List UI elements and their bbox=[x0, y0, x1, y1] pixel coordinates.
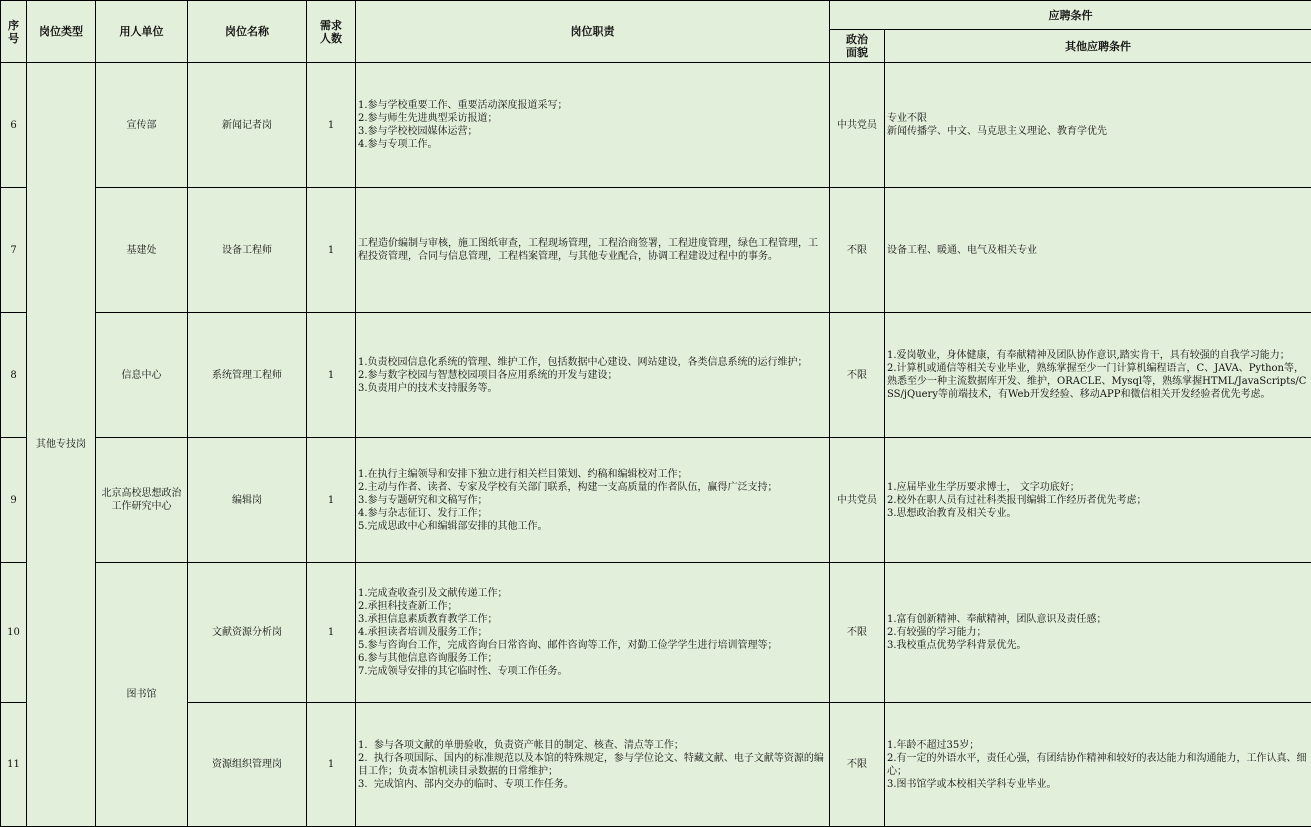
table-row bbox=[1, 63, 1311, 188]
row-seq: 11 bbox=[1, 703, 27, 827]
row-position: 资源组织管理岗 bbox=[188, 703, 307, 827]
header-position: 岗位名称 bbox=[188, 1, 307, 63]
row-other: 1.爱岗敬业，身体健康，有奉献精神及团队协作意识,踏实肯干，具有较强的自我学习能力； 2.计算机或通信等相关专业毕业，熟练掌握至少一门计算机编程语言，C、JAVA、Python等，熟悉至少一种主流数据库开发、维护，ORACLE、Mysql等，熟练掌握HTML/JavaScripts/CSS/jQuery等前端技术，有Web开发经验、移动APP和微信相关开发经验者优先考虑。 bbox=[885, 313, 1311, 438]
row-unit: 北京高校思想政治工作研究中心 bbox=[96, 438, 188, 563]
row-unit: 信息中心 bbox=[96, 313, 188, 438]
header-count: 需求人数 bbox=[307, 1, 356, 63]
row-position: 编辑岗 bbox=[188, 438, 307, 563]
table-row bbox=[1, 703, 1311, 827]
row-other: 专业不限 新闻传播学、中文、马克思主义理论、教育学优先 bbox=[885, 63, 1311, 188]
row-unit: 基建处 bbox=[96, 188, 188, 313]
row-political: 中共党员 bbox=[830, 63, 885, 188]
row-duties: 1.负责校园信息化系统的管理、维护工作，包括数据中心建设、网站建设，各类信息系统的运行维护； 2.参与数字校园与智慧校园项目各应用系统的开发与建设； 3.负责用户的技术支持服务等。 bbox=[356, 313, 830, 438]
row-political: 不限 bbox=[830, 188, 885, 313]
row-seq: 7 bbox=[1, 188, 27, 313]
row-seq: 10 bbox=[1, 563, 27, 703]
table-row bbox=[1, 438, 1311, 563]
row-duties: 1.完成查收查引及文献传递工作； 2.承担科技查新工作； 3.承担信息素质教育教学工作； 4.承担读者培训及服务工作； 5.参与咨询台工作，完成咨询台日常咨询、邮件咨询等工作，对勤工俭学学生进行培训管理等； 6.参与其他信息咨询服务工作； 7.完成领导安排的其它临时性、专项工作任务。 bbox=[356, 563, 830, 703]
row-position: 系统管理工程师 bbox=[188, 313, 307, 438]
row-count: 1 bbox=[307, 438, 356, 563]
row-political: 中共党员 bbox=[830, 438, 885, 563]
row-seq: 8 bbox=[1, 313, 27, 438]
row-other: 1.应届毕业生学历要求博士， 文字功底好； 2.校外在职人员有过社科类报刊编辑工作经历者优先考虑； 3.思想政治教育及相关专业。 bbox=[885, 438, 1311, 563]
row-duties: 工程造价编制与审核，施工图纸审查，工程现场管理，工程洽商签署，工程进度管理，绿色工程管理，工程投资管理，合同与信息管理，工程档案管理，与其他专业配合，协调工程建设过程中的事务。 bbox=[356, 188, 830, 313]
row-duties: 1.在执行主编领导和安排下独立进行相关栏目策划、约稿和编辑校对工作； 2.主动与作者、读者、专家及学校有关部门联系，构建一支高质量的作者队伍，赢得广泛支持； 3.参与专题研究和文稿写作； 4.参与杂志征订、发行工作； 5.完成思政中心和编辑部安排的其他工作。 bbox=[356, 438, 830, 563]
row-position: 文献资源分析岗 bbox=[188, 563, 307, 703]
header-unit: 用人单位 bbox=[96, 1, 188, 63]
row-position: 新闻记者岗 bbox=[188, 63, 307, 188]
row-political: 不限 bbox=[830, 703, 885, 827]
row-seq: 6 bbox=[1, 63, 27, 188]
table-row bbox=[1, 313, 1311, 438]
row-other: 1.富有创新精神、奉献精神，团队意识及责任感； 2.有较强的学习能力； 3.我校重点优势学科背景优先。 bbox=[885, 563, 1311, 703]
row-position: 设备工程师 bbox=[188, 188, 307, 313]
table-row bbox=[1, 563, 1311, 703]
row-duties: 1.参与学校重要工作、重要活动深度报道采写； 2.参与师生先进典型采访报道； 3.参与学校校园媒体运营； 4.参与专项工作。 bbox=[356, 63, 830, 188]
row-count: 1 bbox=[307, 313, 356, 438]
row-unit: 宣传部 bbox=[96, 63, 188, 188]
row-count: 1 bbox=[307, 63, 356, 188]
header-category: 岗位类型 bbox=[27, 1, 96, 63]
row-count: 1 bbox=[307, 703, 356, 827]
header-political: 政治面貌 bbox=[830, 30, 885, 63]
row-other: 1.年龄不超过35岁； 2.有一定的外语水平，责任心强，有团结协作精神和较好的表达能力和沟通能力，工作认真、细心； 3.图书馆学或本校相关学科专业毕业。 bbox=[885, 703, 1311, 827]
row-count: 1 bbox=[307, 188, 356, 313]
row-count: 1 bbox=[307, 563, 356, 703]
row-political: 不限 bbox=[830, 313, 885, 438]
header-other: 其他应聘条件 bbox=[885, 30, 1311, 63]
table-row bbox=[1, 188, 1311, 313]
row-other: 设备工程、暖通、电气及相关专业 bbox=[885, 188, 1311, 313]
header-duties: 岗位职责 bbox=[356, 1, 830, 63]
row-unit-library: 图书馆 bbox=[96, 563, 188, 827]
header-seq: 序号 bbox=[1, 1, 27, 63]
header-conditions: 应聘条件 bbox=[830, 1, 1311, 30]
row-political: 不限 bbox=[830, 563, 885, 703]
category-cell: 其他专技岗 bbox=[27, 63, 96, 827]
row-duties: 1. 参与各项文献的单册验收，负责资产帐目的制定、核查、清点等工作； 2. 执行各项国际、国内的标准规范以及本馆的特殊规定，参与学位论文、特藏文献、电子文献等资源的编目工作；负责本馆机读目录数据的日常维护； 3. 完成馆内、部内交办的临时、专项工作任务。 bbox=[356, 703, 830, 827]
row-seq: 9 bbox=[1, 438, 27, 563]
